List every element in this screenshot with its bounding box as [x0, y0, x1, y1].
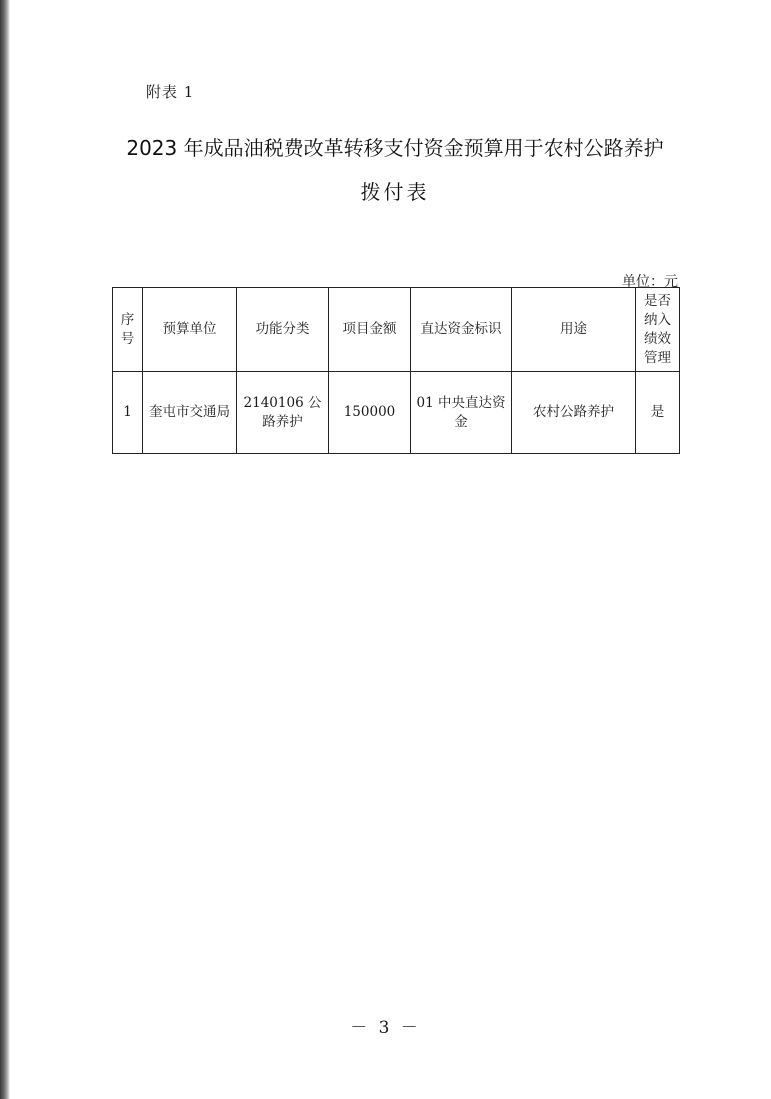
cell-amount: 150000 — [329, 372, 411, 454]
scan-edge-shadow — [0, 0, 10, 1099]
cell-performance-mgmt: 是 — [636, 372, 680, 454]
header-cell-function-class: 功能分类 — [237, 288, 329, 372]
header-cell-budget-unit: 预算单位 — [143, 288, 237, 372]
table-header-row — [113, 288, 680, 372]
document-title-line-1: 2023 年成品油税费改革转移支付资金预算用于农村公路养护 — [126, 136, 664, 160]
header-cell-performance-mgmt: 是否纳入绩效管理 — [636, 288, 680, 372]
cell-direct-fund-id: 01 中央直达资金 — [411, 372, 512, 454]
header-cell-index: 序号 — [113, 288, 143, 372]
header-cell-direct-fund-id: 直达资金标识 — [411, 288, 512, 372]
header-cell-purpose: 用途 — [512, 288, 636, 372]
page-number: － 3 － — [350, 1018, 421, 1038]
table-row — [113, 372, 680, 454]
allocation-table — [112, 287, 680, 454]
cell-index: 1 — [113, 372, 143, 454]
cell-budget-unit: 奎屯市交通局 — [143, 372, 237, 454]
header-cell-amount: 项目金额 — [329, 288, 411, 372]
unit-label: 单位：元 — [622, 274, 678, 290]
cell-purpose: 农村公路养护 — [512, 372, 636, 454]
cell-function-class: 2140106 公路养护 — [237, 372, 329, 454]
attachment-label: 附表 1 — [146, 83, 195, 101]
document-title-line-2: 拨付表 — [360, 180, 430, 204]
